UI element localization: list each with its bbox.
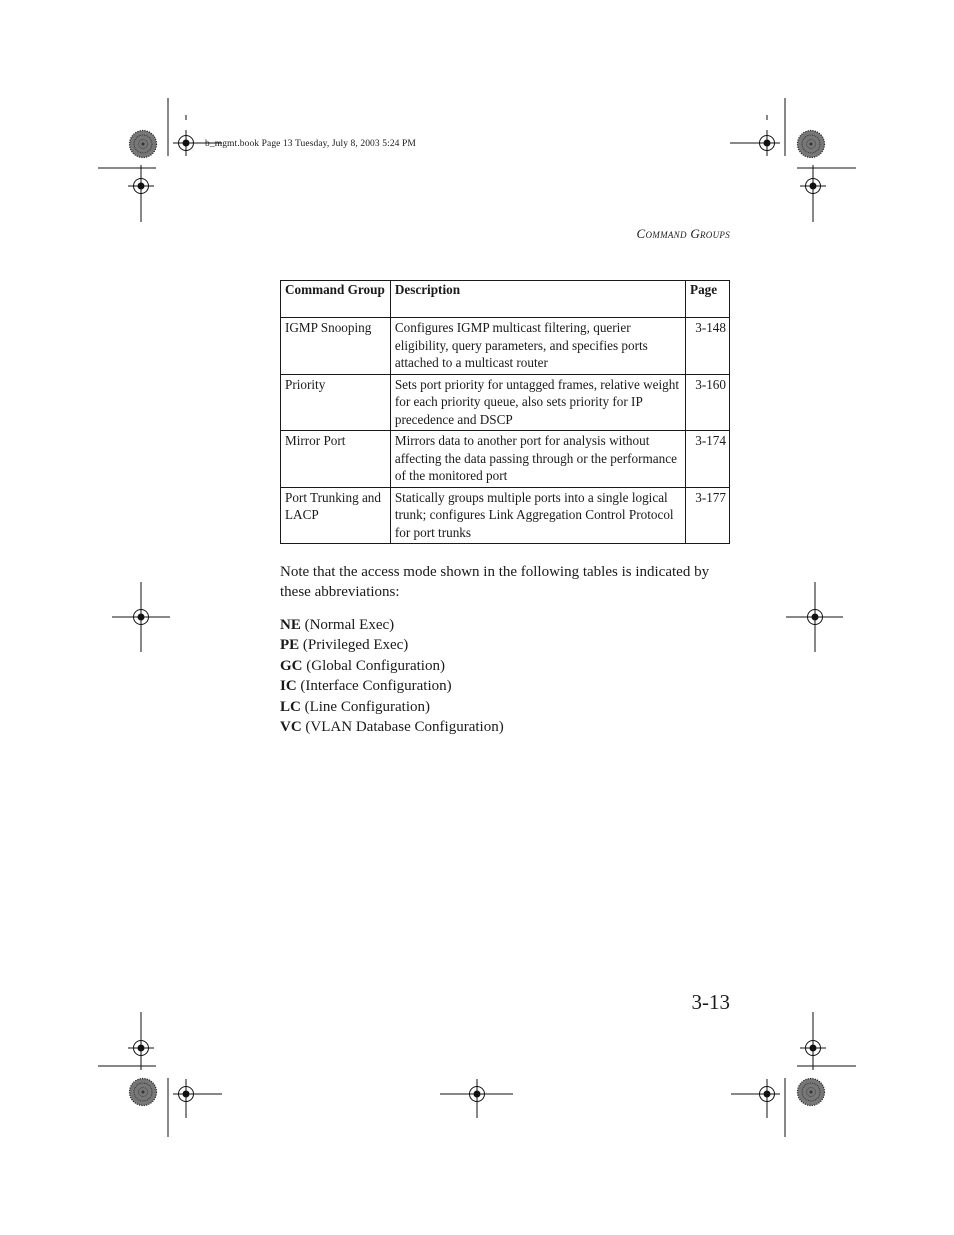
table-header-row — [281, 281, 730, 318]
abbreviation-item — [280, 717, 504, 737]
cell-command-group: Priority — [281, 374, 391, 431]
cell-command-group: Mirror Port — [281, 431, 391, 488]
abbreviation-code: GC — [280, 657, 303, 674]
abbreviation-code: LC — [280, 698, 301, 715]
abbreviation-item — [280, 656, 504, 676]
column-header-command-group: Command Group — [281, 281, 391, 318]
cell-description: Sets port priority for untagged frames, relative weight for each priority queue, also sets priority for IP precedence and DSCP — [390, 374, 685, 431]
page-number: 3-13 — [691, 990, 730, 1014]
table-row — [281, 487, 730, 544]
abbreviation-code: VC — [280, 719, 302, 736]
table-row — [281, 374, 730, 431]
cell-description: Mirrors data to another port for analysis without affecting the data passing through or the performance of the monitored port — [390, 431, 685, 488]
abbreviation-meaning: (Interface Configuration) — [300, 678, 452, 695]
abbreviation-list — [280, 615, 504, 737]
abbreviation-item — [280, 635, 504, 655]
abbreviation-code: NE — [280, 617, 301, 633]
cell-page: 3-174 — [686, 431, 730, 488]
abbreviation-meaning: (Normal Exec) — [304, 617, 395, 633]
abbreviation-item — [280, 615, 504, 635]
abbreviation-code: PE — [280, 637, 300, 654]
cell-page: 3-148 — [686, 318, 730, 375]
cell-page: 3-160 — [686, 374, 730, 431]
abbreviation-item — [280, 697, 504, 717]
access-mode-note: Note that the access mode shown in the following tables is indicated by these abbreviations: — [280, 564, 710, 600]
abbreviation-meaning: (Privileged Exec) — [302, 637, 409, 654]
running-head: Command Groups — [636, 226, 730, 241]
abbreviation-meaning: (VLAN Database Configuration) — [305, 719, 504, 736]
column-header-description: Description — [390, 281, 685, 318]
cell-command-group: IGMP Snooping — [281, 318, 391, 375]
abbreviation-meaning: (Global Configuration) — [306, 657, 445, 674]
table-row — [281, 318, 730, 375]
print-slug-line: b_mgmt.book Page 13 Tuesday, July 8, 2003 5:24 PM — [205, 139, 416, 149]
cell-page: 3-177 — [686, 487, 730, 544]
abbreviation-meaning: (Line Configuration) — [304, 698, 430, 715]
abbreviation-item — [280, 676, 504, 696]
abbreviation-code: IC — [280, 678, 297, 695]
table-row — [281, 431, 730, 488]
column-header-page: Page — [686, 281, 730, 318]
cell-command-group: Port Trunking and LACP — [281, 487, 391, 544]
command-groups-table — [280, 280, 730, 544]
cell-description: Configures IGMP multicast filtering, querier eligibility, query parameters, and specifies ports attached to a multicast router — [390, 318, 685, 375]
cell-description: Statically groups multiple ports into a single logical trunk; configures Link Aggregation Control Protocol for port trunks — [390, 487, 685, 544]
